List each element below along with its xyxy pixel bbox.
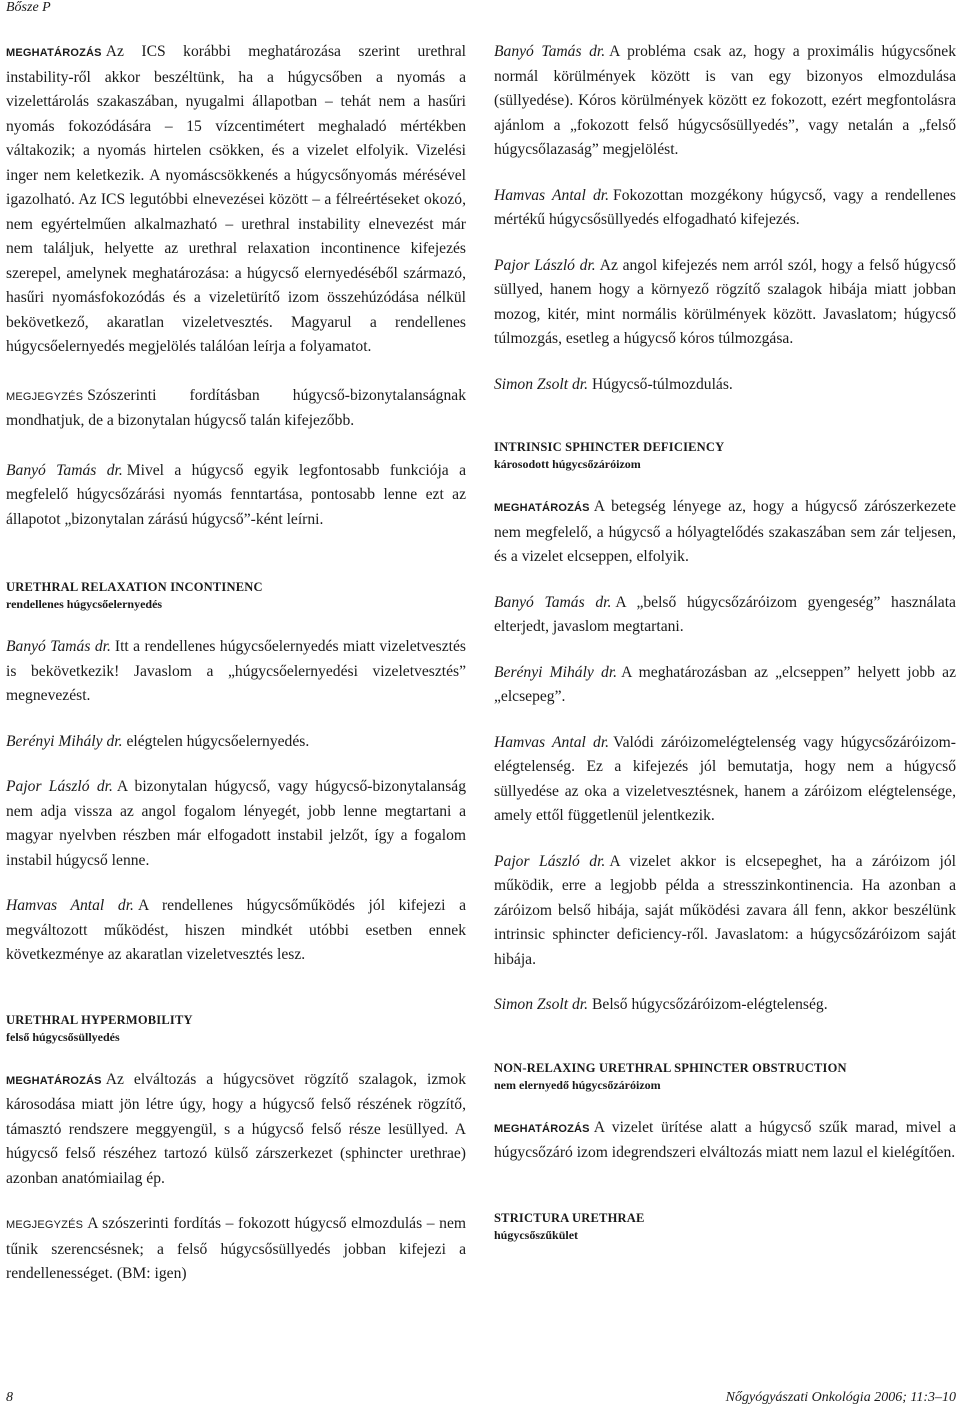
running-header-author: Bősze P [6,0,51,15]
note-paragraph: MEGJEGYZÉS A szószerinti fordítás – fokozott húgycső elmozdulás – nem tűnik szerencsésnek; a felső húgycsősüllyedés jobban kifejezi a rendellenességet. (BM: igen) [6,1215,466,1282]
comment-author: Hamvas Antal dr. [494,186,610,204]
note-label: MEGJEGYZÉS [6,1219,84,1231]
comment-author: Banyó Tamás dr. [494,43,606,60]
comment-paragraph: Banyó Tamás dr. A probléma csak az, hogy a proximális húgycsőnek normál körülmények között is van egy bizonyos elmozdulása (süllyedése). Kóros körülmények között ez fokozott, ezért megfontolásra ajánlom a „fokozott felső húgycsősüllyedés”, vagy netalán a „felső húgycsőlazaság” megjelölést. [494,43,956,158]
comment-paragraph: Simon Zsolt dr. Belső húgycsőzáróizom-elégtelenség. [494,996,828,1013]
section-subtitle: rendellenes húgycsőelernyedés [6,597,163,611]
comment-paragraph: Banyó Tamás dr. A „belső húgycsőzáróizom gyengeség” használata elterjedt, javaslom megtartani. [494,593,956,635]
right-column [494,40,956,1244]
definition-paragraph: MEGHATÁROZÁS Az ICS korábbi meghatározása szerint urethral instability-ről akkor beszéltünk, ha a húgycsőben a nyomás a vizelettárolás szakaszában, nyugalmi állapotban – tehát nem a hasűri nyomás fokozódására – 15 vízcentimétert meghaladó mértékben váltakozik; a nyomás hirtelen csökken, és a vizelet elfolyik. Vizelési inger nem keletkezik. A nyomáscsökkenés a húgycsőnyomás mérésével igazolható. Az ICS legutóbbi elnevezései között – a félreértéseket okozó, nem egyértelműen alkalmazható – urethral instability elnevezést már nem találjuk, helyette az urethral relaxation incontinence kifejezés szerepel, amelynek meghatározása: a húgycső elernyedéséből származó, hasűri nyomásfokozódás és a vizeletürítő izom összehúzódása nélkül bekövetkező, akaratlan vizeletvesztés. Magyarul a rendellenes húgycsőelernyedés megjelölés találóan leírja a folyamatot. [6,43,466,355]
note-paragraph: MEGJEGYZÉS Szószerinti fordításban húgycső-bizonytalanságnak mondhatjuk, de a bizonytalan húgycső talán kifejezőbb. [6,386,466,429]
definition-paragraph: MEGHATÁROZÁS A betegség lényege az, hogy a húgycső zárószerkezete nem megfelelő, a húgycső a hólyagtelődés szakaszában sem zár teljesen, és a vizelet elcseppen, elfolyik. [494,498,956,565]
page-number: 8 [6,1390,13,1405]
comment-paragraph: Banyó Tamás dr. Mivel a húgycső egyik legfontosabb funkciója a megfelelő húgycsőzárási nyomás fenntartása, pontosabb lenne ezt az állapotot „bizonytalan zárású húgycső”-ként leírni. [6,461,466,528]
definition-paragraph: MEGHATÁROZÁS Az elváltozás a húgycsövet rögzítő szalagok, izmok károsodása miatt jön létre úgy, hogy a húgycső felső részének rögzítő, támasztó rendszere meggyengül, s a húgycső felső része lesüllyed. A húgycső felső részéhez tartozó külső zárszerkezet (sphincter urethrae) azonban anatómiailag ép. [6,1070,466,1187]
comment-paragraph: Berényi Mihály dr. A meghatározásban az „elcseppen” helyett jobb az „elcsepeg”. [494,663,956,705]
comment-author: Hamvas Antal dr. [494,733,610,751]
comment-paragraph: Banyó Tamás dr. Itt a rendellenes húgycsőelernyedés miatt vizeletvesztés is bekövetkezik! Javaslom a „húgycsőelernyedési vizeletvesztés” megnevezést. [6,638,466,704]
definition-label: MEGHATÁROZÁS [494,1122,590,1135]
comment-author: Banyó Tamás dr. [6,461,123,479]
section-heading [494,1210,956,1244]
section-subtitle: nem elernyedő húgycsőzáróizom [494,1077,661,1092]
definition-label: MEGHATÁROZÁS [494,502,590,514]
comment-paragraph: Hamvas Antal dr. Fokozottan mozgékony húgycső, vagy a rendellenes mértékű húgycsősüllyedés elfogadható kifejezés. [494,186,956,228]
section-heading [6,1012,466,1046]
comment-author: Banyó Tamás dr. [494,593,612,611]
comment-author: Pajor László dr. [6,778,113,795]
comment-author: Simon Zsolt dr. [494,375,589,393]
comment-author: Pajor László dr. [494,256,596,274]
section-heading [494,1060,956,1094]
section-title: URETHRAL HYPERMOBILITY [6,1012,193,1027]
section-subtitle: felső húgycsősüllyedés [6,1029,120,1044]
section-title: INTRINSIC SPHINCTER DEFICIENCY [494,440,725,454]
comment-paragraph: Hamvas Antal dr. A rendellenes húgycsőműködés jól kifejezi a megváltozott működést, hiszen mindkét utóbbi esetben ennek következménye az akaratlan vizeletvesztés lesz. [6,897,466,963]
comment-paragraph: Hamvas Antal dr. Valódi záróizomelégtelenség vagy húgycsőzáróizom-elégtelenség. Ez a kifejezés jól bemutatja, hogy nem a húgycső süllyedése az oka a vizeletvesztésnek, hanem a záróizom elégtelensége, amely ettől függetlenül jelentkezik. [494,733,956,824]
definition-label: MEGHATÁROZÁS [6,47,102,59]
comment-paragraph: Pajor László dr. A vizelet akkor is elcsepeghet, ha a záróizom jól működik, erre a legjobb példa a stresszinkontinencia. Ha azonban a záróizom belső hibája, saját működési zavara áll fenn, akkor beszélünk intrinsic sphincter deficiency-ről. Javaslatom: a húgycsőzáróizom saját hibája. [494,852,956,968]
section-subtitle: húgycsőszűkület [494,1227,579,1242]
comment-paragraph: Berényi Mihály dr. elégtelen húgycsőelernyedés. [6,732,310,750]
definition-paragraph: MEGHATÁROZÁS A vizelet ürítése alatt a húgycső szűk marad, mivel a húgycsőzáró izom idegrendszeri elváltozás miatt nem lazul el kielégítően. [494,1118,956,1161]
journal-citation: Nőgyógyászati Onkológia 2006; 11:3–10 [725,1390,956,1405]
section-heading [6,579,466,613]
comment-author: Banyó Tamás dr. [6,638,111,655]
comment-paragraph: Pajor László dr. Az angol kifejezés nem arról szól, hogy a felső húgycső süllyed, hanem hogy a környező rögzítő szalagok hibája miatt jobban mozog, kitér, mint normális körülmények között. Javaslatom; húgycső túlmozgás, esetleg a húgycső kóros túlmozgása. [494,256,956,347]
comment-paragraph: Simon Zsolt dr. Húgycső-túlmozdulás. [494,375,733,393]
note-label: MEGJEGYZÉS [6,390,84,403]
comment-author: Pajor László dr. [494,852,606,870]
definition-label: MEGHATÁROZÁS [6,1074,102,1087]
comment-paragraph: Pajor László dr. A bizonytalan húgycső, vagy húgycső-bizonytalanság nem adja vissza az angol fogalom lényegét, jobb lenne megtartani a magyar nyelvben részben már elfogadott instabil jelzőt, így a fogalom instabil húgycső lenne. [6,778,467,869]
left-column [6,40,466,1287]
section-title: NON-RELAXING URETHRAL SPHINCTER OBSTRUCTION [494,1060,847,1075]
comment-author: Simon Zsolt dr. [494,996,589,1013]
comment-author: Berényi Mihály dr. [6,732,123,750]
comment-author: Berényi Mihály dr. [494,663,618,681]
comment-author: Hamvas Antal dr. [6,897,134,914]
section-heading [494,439,956,473]
section-title: STRICTURA URETHRAE [494,1210,645,1225]
section-title: URETHRAL RELAXATION INCONTINENC [6,580,263,594]
section-subtitle: károsodott húgycsőzáróizom [494,457,641,471]
